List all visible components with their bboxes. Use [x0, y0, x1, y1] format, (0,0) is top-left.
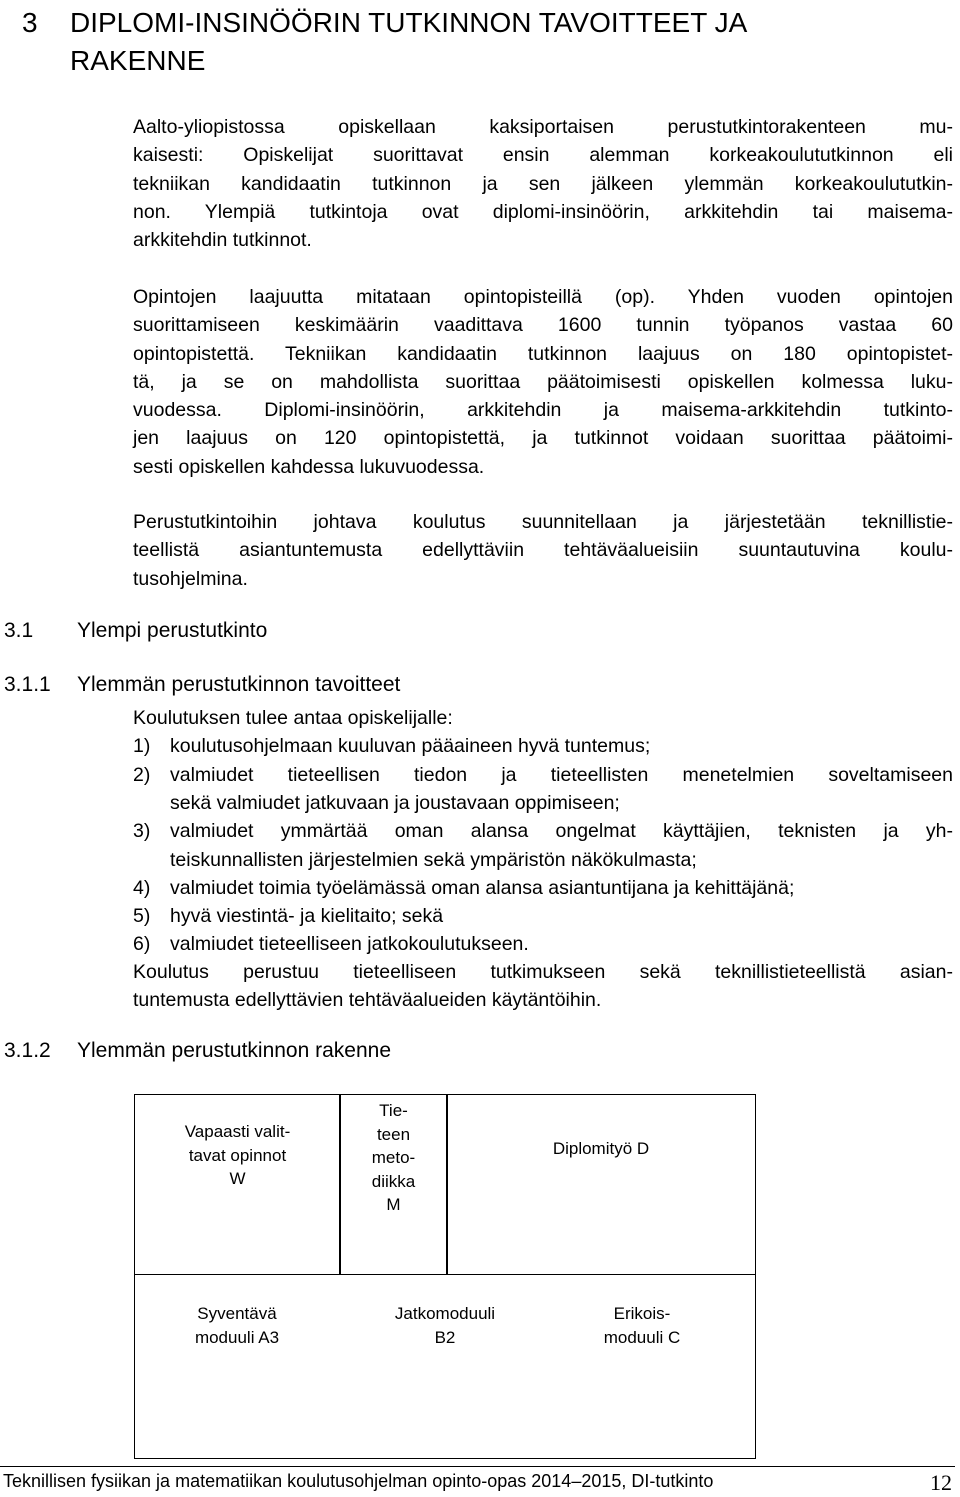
section-3-1-2-title: Ylemmän perustutkinnon rakenne [77, 1039, 392, 1062]
intro-paragraph-1 [133, 113, 953, 254]
list-item-number: 3) [133, 820, 151, 842]
section-3-1-1-number: 3.1.1 [4, 673, 51, 696]
list-item-number: 4) [133, 877, 151, 899]
free-studies-label: Vapaasti valit- tavat opinnot W [184, 1122, 291, 1188]
list-item-text: valmiudet tieteellisen tiedon ja tieteellisten menetelmien soveltamiseen [170, 764, 953, 786]
text-line: jen laajuus on 120 opintopistettä, ja tutkinnot voidaan suorittaa päätoimi- [133, 427, 953, 450]
text-line: Perustutkintoihin johtava koulutus suunnitellaan ja järjestetään teknillistie- [133, 511, 953, 533]
text-line: tekniikan kandidaatin tutkinnon ja sen jälkeen ylemmän korkeakoulututkin- [133, 172, 953, 195]
list-item-text: valmiudet ymmärtää oman alansa ongelmat käyttäjien, teknisten ja yh- [170, 820, 953, 842]
text-line: non. Ylempiä tutkintoja ovat diplomi-insinöörin, arkkitehdin tai maisema- [133, 200, 953, 223]
objectives-closing [133, 958, 953, 1015]
objectives-lead: Koulutuksen tulee antaa opiskelijalle: [133, 707, 453, 729]
section-3-1-number: 3.1 [4, 619, 34, 642]
text-line: tusohjelmina. [133, 567, 248, 590]
chapter-number: 3 [22, 7, 38, 38]
thesis-label: Diplomityö D [552, 1139, 650, 1158]
list-item-text: koulutusohjelmaan kuuluvan pääaineen hyvä tuntemus; [170, 735, 651, 757]
text-line: Opintojen laajuutta mitataan opintopisteillä (op). Yhden vuoden opintojen [133, 286, 953, 308]
list-item-number: 6) [133, 933, 151, 955]
list-item-text: sekä valmiudet jatkuvaan ja joustavaan oppimiseen; [170, 792, 620, 814]
text-line: suorittamiseen keskimäärin vaadittava 1600 tunnin työpanos vastaa 60 [133, 314, 953, 337]
list-item-text: hyvä viestintä- ja kielitaito; sekä [170, 905, 444, 927]
text-line: opintopistettä. Tekniikan kandidaatin tutkinnon laajuus on 180 opintopistet- [133, 342, 953, 365]
advanced-module-label: Syventävä moduuli A3 [194, 1304, 280, 1347]
text-line: sesti opiskellen kahdessa lukuvuodessa. [133, 455, 485, 478]
section-3-1-title: Ylempi perustutkinto [77, 619, 268, 642]
section-3-1-2-number: 3.1.2 [4, 1039, 51, 1062]
continuation-module-label: Jatkomoduuli B2 [394, 1304, 496, 1347]
list-item-number: 5) [133, 905, 151, 927]
list-item-text: teiskunnallisten järjestelmien sekä ympäristön näkökulmasta; [170, 849, 697, 871]
text-line: tä, ja se on mahdollista suorittaa päätoimisesti opiskellen kolmessa luku- [133, 370, 953, 393]
special-module-label: Erikois- moduuli C [603, 1304, 681, 1347]
text-line: tuntemusta edellyttävien tehtäväalueiden käytäntöihin. [133, 989, 602, 1012]
divider [446, 1094, 448, 1276]
chapter-title-line-2: RAKENNE [70, 45, 206, 76]
section-3-1-1-title: Ylemmän perustutkinnon tavoitteet [77, 673, 401, 696]
text-line: arkkitehdin tutkinnot. [133, 229, 312, 252]
page-number: 12 [930, 1470, 952, 1495]
list-item-text: valmiudet toimia työelämässä oman alansa asiantuntijana ja kehittäjänä; [170, 877, 795, 899]
text-line: vuodessa. Diplomi-insinöörin, arkkitehdin ja maisema-arkkitehdin tutkinto- [133, 399, 953, 422]
footer-rule [0, 1466, 955, 1467]
list-item-text: valmiudet tieteelliseen jatkokoulutukseen. [170, 933, 529, 955]
research-methodology-label: Tie- teen meto- diikka M [371, 1101, 416, 1214]
text-line: Koulutus perustuu tieteelliseen tutkimukseen sekä teknillistieteellistä asian- [133, 961, 953, 983]
intro-paragraph-2 [133, 283, 953, 481]
text-line: kaisesti: Opiskelijat suorittavat ensin alemman korkeakoulututkinnon eli [133, 144, 953, 167]
list-item-number: 2) [133, 764, 151, 786]
chapter-title-line-1: DIPLOMI-INSINÖÖRIN TUTKINNON TAVOITTEET JA [70, 7, 748, 38]
text-line: Aalto-yliopistossa opiskellaan kaksiportaisen perustutkintorakenteen mu- [133, 116, 953, 138]
list-item-number: 1) [133, 735, 151, 757]
footer-text: Teknillisen fysiikan ja matematiikan koulutusohjelman opinto-opas 2014–2015, DI-tutkinto [3, 1471, 714, 1491]
text-line: teellistä asiantuntemusta edellyttäviin tehtäväalueisiin suuntautuvina koulu- [133, 539, 953, 562]
intro-paragraph-3 [133, 508, 953, 593]
